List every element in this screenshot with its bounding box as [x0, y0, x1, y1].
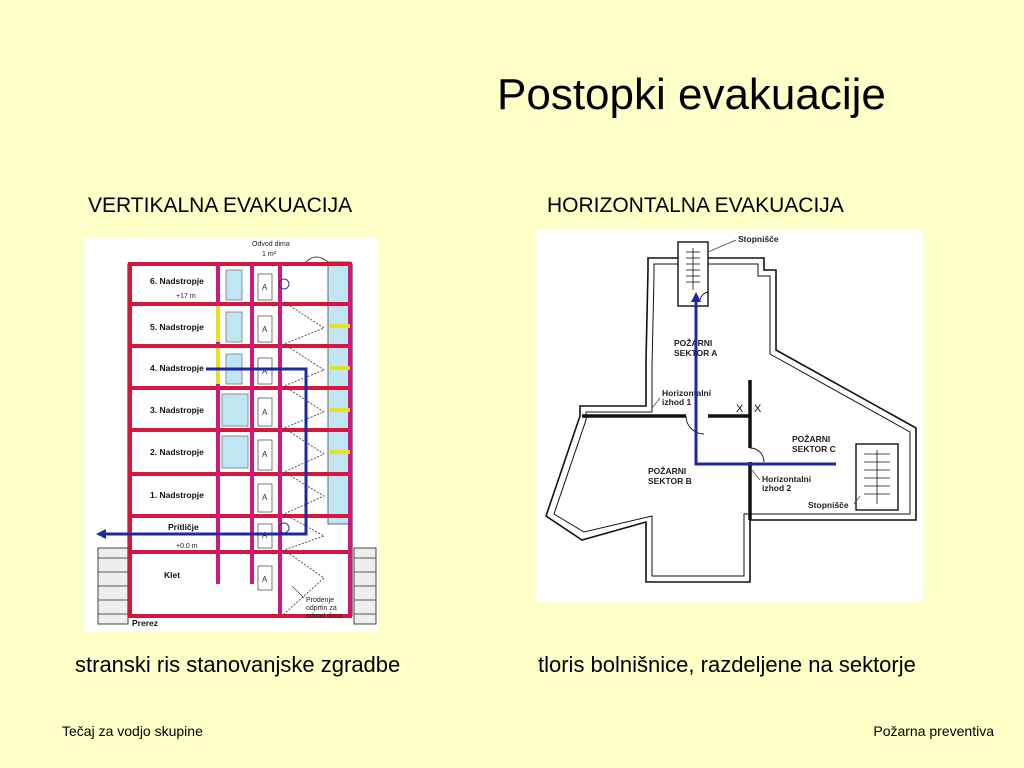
- sector-c-label: POŽARNI: [792, 434, 831, 444]
- stairs-right-label: Stopnišče: [808, 500, 849, 510]
- floor-label-6: 6. Nadstropje: [150, 276, 204, 286]
- svg-text:SEKTOR B: SEKTOR B: [648, 476, 692, 486]
- svg-text:X: X: [754, 403, 762, 415]
- svg-text:+0.0 m: +0.0 m: [176, 543, 198, 550]
- horizontal-caption: tloris bolnišnice, razdeljene na sektorje: [538, 652, 916, 677]
- floor-label-3: 3. Nadstropje: [150, 405, 204, 415]
- svg-text:odprtin za: odprtin za: [306, 605, 337, 612]
- floor-label-2: 2. Nadstropje: [150, 447, 204, 457]
- floor-plan-diagram: [536, 230, 923, 602]
- route-arrowhead: [96, 529, 106, 539]
- svg-text:A: A: [262, 367, 268, 376]
- smoke-exhaust-label: Odvod dima: [252, 241, 290, 248]
- svg-text:X: X: [736, 403, 744, 415]
- sector-b-label: POŽARNI: [648, 466, 687, 476]
- building-section-svg: [84, 238, 378, 632]
- svg-text:odvod dima: odvod dima: [306, 613, 343, 620]
- floor-label-1: 1. Nadstropje: [150, 490, 204, 500]
- horizontal-heading: HORIZONTALNA EVAKUACIJA: [547, 194, 844, 217]
- svg-text:izhod 2: izhod 2: [762, 483, 792, 493]
- building-outline: [546, 258, 916, 582]
- footer-left: Tečaj za vodjo skupine: [62, 723, 203, 739]
- floor-label-basement: Klet: [164, 570, 181, 580]
- floor-labels: [132, 276, 204, 628]
- svg-text:A: A: [262, 493, 268, 502]
- svg-text:SEKTOR C: SEKTOR C: [792, 444, 836, 454]
- stairs-top-label: Stopnišče: [738, 234, 779, 244]
- exit-1-label: Horizontalni: [662, 388, 712, 398]
- svg-text:SEKTOR A: SEKTOR A: [674, 348, 718, 358]
- floor-label-ground: Pritličje: [168, 522, 199, 532]
- footer-right: Požarna preventiva: [873, 723, 994, 739]
- staircase: [284, 302, 324, 614]
- svg-text:A: A: [262, 408, 268, 417]
- svg-text:1 m²: 1 m²: [262, 251, 276, 258]
- building-section-diagram: [84, 238, 378, 632]
- vertical-caption: stranski ris stanovanjske zgradbe: [75, 652, 401, 677]
- svg-text:A: A: [262, 325, 268, 334]
- svg-text:A: A: [262, 531, 268, 540]
- svg-text:A: A: [262, 283, 268, 292]
- exit-2-label: Horizontalni: [762, 474, 812, 484]
- section-label: Prerez: [132, 618, 158, 628]
- floor-label-5: 5. Nadstropje: [150, 322, 204, 332]
- vertical-heading: VERTIKALNA EVAKUACIJA: [88, 194, 353, 217]
- svg-text:+17 m: +17 m: [176, 293, 196, 300]
- svg-text:Prodenje: Prodenje: [306, 597, 335, 604]
- door-markers: [262, 283, 268, 584]
- slide-title: Postopki evakuacije: [497, 70, 886, 119]
- floor-label-4: 4. Nadstropje: [150, 363, 204, 373]
- svg-text:izhod 1: izhod 1: [662, 397, 692, 407]
- svg-text:A: A: [262, 575, 268, 584]
- sector-a-label: POŽARNI: [674, 338, 713, 348]
- floor-plan-svg: [536, 230, 923, 602]
- svg-text:A: A: [262, 450, 268, 459]
- vertical-evacuation-route: [102, 369, 306, 534]
